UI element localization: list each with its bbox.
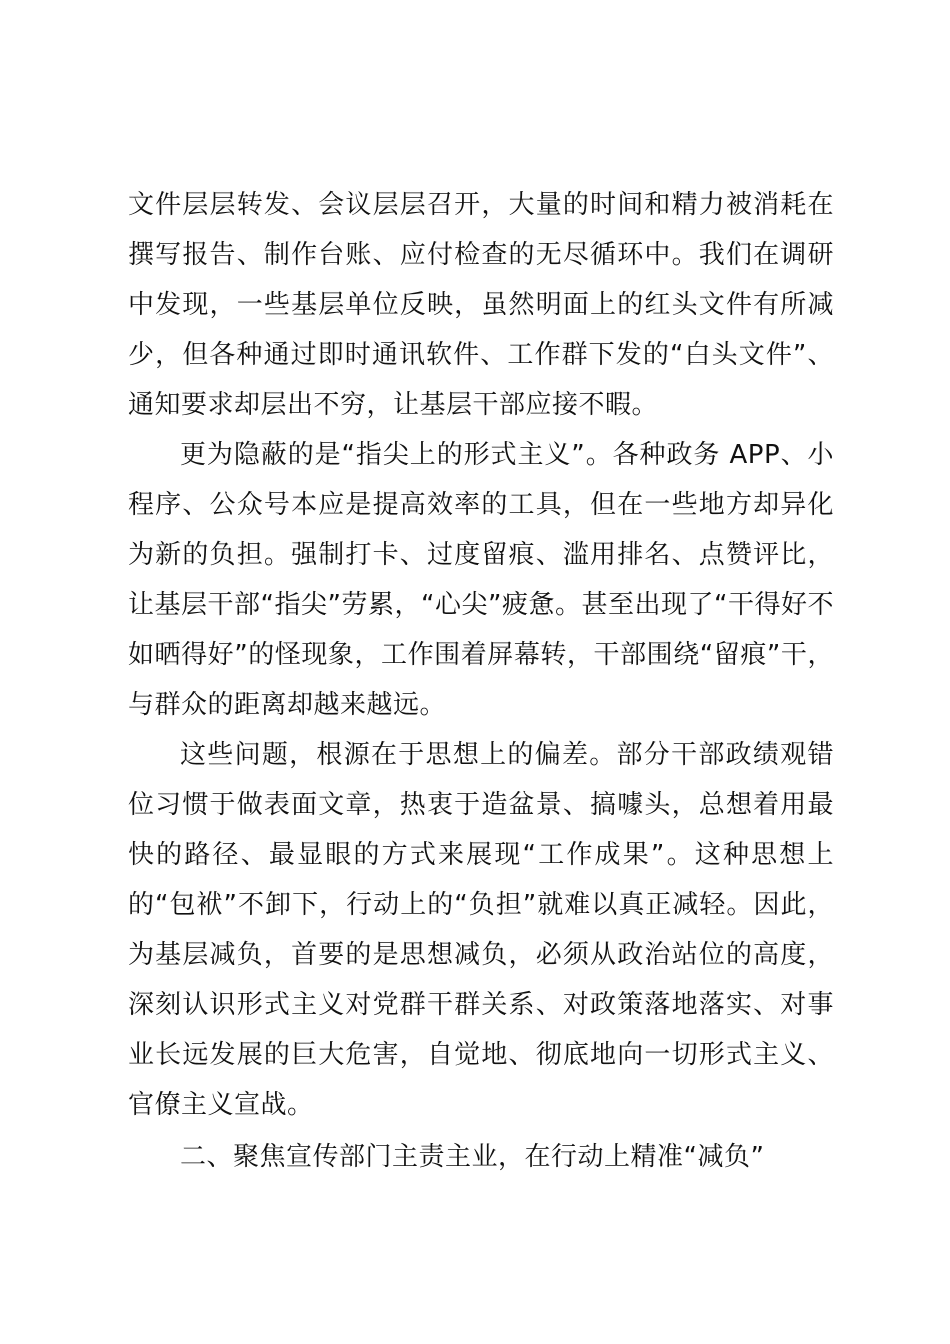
document-body bbox=[128, 180, 834, 1182]
paragraph-digital-formalism: 更为隐蔽的是“指尖上的形式主义”。各种政务 APP、小程序、公众号本应是提高效率的工具，但在一些地方却异化为新的负担。强制打卡、过度留痕、滥用排名、点赞评比，让基层干部“指尖”劳累，“心尖”疲惫。甚至出现了“干得好不如晒得好”的怪现象，工作围着屏幕转，干部围绕“留痕”干，与群众的距离却越来越远。 bbox=[128, 440, 834, 720]
paragraph-continued: 文件层层转发、会议层层召开，大量的时间和精力被消耗在撰写报告、制作台账、应付检查的无尽循环中。我们在调研中发现，一些基层单位反映，虽然明面上的红头文件有所减少，但各种通过即时通讯软件、工作群下发的“白头文件”、通知要求却层出不穷，让基层干部应接不暇。 bbox=[128, 190, 834, 420]
paragraph-root-cause: 这些问题，根源在于思想上的偏差。部分干部政绩观错位习惯于做表面文章，热衷于造盆景、搞噱头，总想着用最快的路径、最显眼的方式来展现“工作成果”。这种思想上的“包袱”不卸下，行动上的“负担”就难以真正减轻。因此，为基层减负，首要的是思想减负，必须从政治站位的高度，深刻认识形式主义对党群干群关系、对政策落地落实、对事业长远发展的巨大危害，自觉地、彻底地向一切形式主义、官僚主义宣战。 bbox=[128, 740, 834, 1120]
section-heading: 二、聚焦宣传部门主责主业，在行动上精准“减负” bbox=[180, 1142, 765, 1172]
